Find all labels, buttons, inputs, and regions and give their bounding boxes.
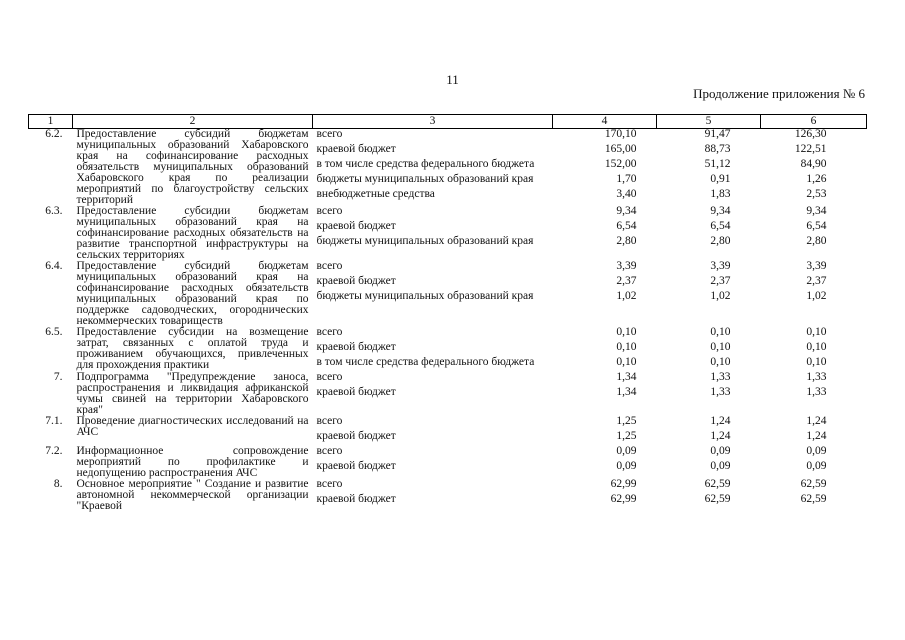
values-col-4 [553, 327, 657, 372]
value-v5: 62,59 [704, 493, 731, 505]
value-v5: 0,10 [710, 356, 731, 368]
funding-source-label: всего [316, 478, 343, 490]
funding-source-label: краевой бюджет [316, 220, 396, 232]
table-row [29, 261, 867, 327]
value-v4: 62,99 [610, 478, 637, 490]
value-v6: 1,33 [806, 371, 827, 383]
funding-source-label: всего [316, 326, 343, 338]
value-v6: 3,39 [806, 260, 827, 272]
value-v5: 0,09 [710, 445, 731, 457]
funding-source-label: всего [316, 415, 343, 427]
value-v4: 1,25 [616, 430, 637, 442]
value-v5: 0,10 [710, 341, 731, 353]
value-v4: 2,37 [616, 275, 637, 287]
funding-source-label: краевой бюджет [316, 430, 396, 442]
funding-source-label: бюджеты муниципальных образований края [316, 235, 534, 247]
value-v6: 2,80 [806, 235, 827, 247]
funding-source-label: краевой бюджет [316, 386, 396, 398]
table-row [29, 129, 867, 207]
funding-source-label: краевой бюджет [316, 460, 396, 472]
value-v4: 0,09 [616, 445, 637, 457]
value-v4: 0,10 [616, 341, 637, 353]
value-v4: 0,10 [616, 356, 637, 368]
funding-sources [313, 416, 553, 446]
funding-source-label: всего [316, 445, 343, 457]
value-v5: 1,33 [710, 371, 731, 383]
funding-source-label: всего [316, 371, 343, 383]
row-number: 7.1. [45, 415, 63, 427]
measure-name: Проведение диагностических исследований на АЧС [76, 415, 309, 438]
value-v5: 62,59 [704, 478, 731, 490]
values-col-6 [761, 261, 867, 327]
value-v4: 62,99 [610, 493, 637, 505]
funding-source-label: в том числе средства федерального бюджета [316, 158, 535, 170]
value-v6: 9,34 [806, 205, 827, 217]
row-number: 6.3. [45, 205, 63, 217]
value-v4: 165,00 [604, 143, 637, 155]
funding-source-label: краевой бюджет [316, 143, 396, 155]
funding-sources [313, 479, 553, 512]
value-v4: 170,10 [604, 128, 637, 140]
value-v6: 62,59 [800, 493, 827, 505]
value-v5: 1,24 [710, 430, 731, 442]
values-col-4 [553, 479, 657, 512]
value-v5: 3,39 [710, 260, 731, 272]
value-v5: 0,09 [710, 460, 731, 472]
header-cell-6: 6 [761, 115, 867, 129]
budget-table [28, 114, 867, 512]
value-v6: 1,33 [806, 386, 827, 398]
value-v5: 51,12 [704, 158, 731, 170]
value-v6: 122,51 [794, 143, 827, 155]
header-row [29, 115, 867, 129]
value-v6: 2,37 [806, 275, 827, 287]
table-body [29, 129, 867, 513]
table-row [29, 327, 867, 372]
values-col-5 [657, 446, 761, 479]
value-v5: 88,73 [704, 143, 731, 155]
table-row [29, 416, 867, 446]
values-col-6 [761, 206, 867, 261]
funding-source-label: всего [316, 205, 343, 217]
header-cell-5: 5 [657, 115, 761, 129]
values-col-5 [657, 129, 761, 207]
header-cell-3: 3 [313, 115, 553, 129]
values-col-6 [761, 129, 867, 207]
page-number: 11 [446, 72, 459, 87]
value-v4: 152,00 [604, 158, 637, 170]
values-col-4 [553, 372, 657, 416]
value-v4: 1,25 [616, 415, 637, 427]
funding-source-label: всего [316, 260, 343, 272]
value-v4: 6,54 [616, 220, 637, 232]
value-v4: 1,34 [616, 386, 637, 398]
header-cell-2: 2 [73, 115, 313, 129]
value-v5: 1,33 [710, 386, 731, 398]
funding-sources [313, 206, 553, 261]
measure-name: Информационное сопровождение мероприятий по профилактике и недопущению распространения АЧС [76, 445, 309, 479]
header-cell-4: 4 [553, 115, 657, 129]
values-col-6 [761, 479, 867, 512]
value-v6: 1,26 [806, 173, 827, 185]
table-row [29, 446, 867, 479]
table-row [29, 206, 867, 261]
value-v6: 0,10 [806, 356, 827, 368]
value-v6: 62,59 [800, 478, 827, 490]
value-v6: 1,24 [806, 430, 827, 442]
values-col-5 [657, 416, 761, 446]
value-v6: 84,90 [800, 158, 827, 170]
measure-name: Предоставление субсидии на возмещение затрат, связанных с оплатой труда и проживанием обучающихся, привлеченных для прохождения практики [76, 326, 309, 371]
values-col-6 [761, 416, 867, 446]
measure-name: Предоставление субсидии бюджетам муниципальных образований края на софинансирование расходных обязательств на развитие транспортной инфраструктуры на сельских территориях [76, 205, 309, 261]
value-v6: 1,02 [806, 290, 827, 302]
values-col-5 [657, 206, 761, 261]
values-col-4 [553, 416, 657, 446]
funding-sources [313, 261, 553, 327]
value-v6: 1,24 [806, 415, 827, 427]
value-v5: 2,80 [710, 235, 731, 247]
values-col-6 [761, 446, 867, 479]
funding-sources [313, 327, 553, 372]
value-v4: 3,40 [616, 188, 637, 200]
funding-sources [313, 372, 553, 416]
row-number: 7.2. [45, 445, 63, 457]
value-v5: 0,10 [710, 326, 731, 338]
value-v4: 2,80 [616, 235, 637, 247]
values-col-5 [657, 479, 761, 512]
values-col-5 [657, 327, 761, 372]
values-col-6 [761, 327, 867, 372]
row-number: 6.4. [45, 260, 63, 272]
value-v6: 2,53 [806, 188, 827, 200]
value-v4: 1,34 [616, 371, 637, 383]
value-v5: 9,34 [710, 205, 731, 217]
values-col-4 [553, 129, 657, 207]
funding-source-label: краевой бюджет [316, 341, 396, 353]
value-v4: 9,34 [616, 205, 637, 217]
table-row [29, 479, 867, 512]
values-col-4 [553, 261, 657, 327]
funding-source-label: всего [316, 128, 343, 140]
row-number: 6.2. [45, 128, 63, 140]
value-v6: 6,54 [806, 220, 827, 232]
funding-source-label: бюджеты муниципальных образований края [316, 173, 534, 185]
funding-source-label: краевой бюджет [316, 493, 396, 505]
measure-name: Подпрограмма "Предупреждение заноса, распространения и ликвидация африканской чумы свиней на территории Хабаровского края" [76, 371, 309, 416]
header-cell-1: 1 [29, 115, 73, 129]
value-v5: 0,91 [710, 173, 731, 185]
measure-name: Предоставление субсидий бюджетам муниципальных образований Хабаровского края на софинансирование расходных обязательств муниципальных образований Хабаровского края по реализации мероприятий по благоустройству сельских территорий [76, 128, 309, 206]
value-v5: 2,37 [710, 275, 731, 287]
funding-source-label: бюджеты муниципальных образований края [316, 290, 534, 302]
values-col-4 [553, 446, 657, 479]
value-v4: 1,02 [616, 290, 637, 302]
values-col-6 [761, 372, 867, 416]
funding-source-label: в том числе средства федерального бюджета [316, 356, 535, 368]
value-v4: 0,10 [616, 326, 637, 338]
value-v5: 1,83 [710, 188, 731, 200]
value-v6: 0,09 [806, 445, 827, 457]
value-v5: 1,02 [710, 290, 731, 302]
value-v4: 3,39 [616, 260, 637, 272]
value-v4: 1,70 [616, 173, 637, 185]
measure-name: Основное мероприятие " Создание и развитие автономной некоммерческой организации "Краевой [76, 478, 309, 512]
values-col-5 [657, 372, 761, 416]
measure-name: Предоставление субсидий бюджетам муниципальных образований края на софинансирование расходных обязательств муниципальных образований края по поддержке садоводческих, огороднических некоммерческих товариществ [76, 260, 309, 327]
row-number: 7. [53, 371, 63, 383]
value-v5: 1,24 [710, 415, 731, 427]
funding-source-label: краевой бюджет [316, 275, 396, 287]
value-v6: 126,30 [794, 128, 827, 140]
funding-source-label: внебюджетные средства [316, 188, 435, 200]
value-v5: 91,47 [704, 128, 731, 140]
row-number: 8. [53, 478, 63, 490]
values-col-4 [553, 206, 657, 261]
value-v5: 6,54 [710, 220, 731, 232]
funding-sources [313, 446, 553, 479]
row-number: 6.5. [45, 326, 63, 338]
value-v6: 0,10 [806, 326, 827, 338]
funding-sources [313, 129, 553, 207]
table-header [29, 115, 867, 129]
values-col-5 [657, 261, 761, 327]
value-v4: 0,09 [616, 460, 637, 472]
table-row [29, 372, 867, 416]
appendix-continuation-label: Продолжение приложения № 6 [693, 86, 865, 101]
value-v6: 0,09 [806, 460, 827, 472]
value-v6: 0,10 [806, 341, 827, 353]
